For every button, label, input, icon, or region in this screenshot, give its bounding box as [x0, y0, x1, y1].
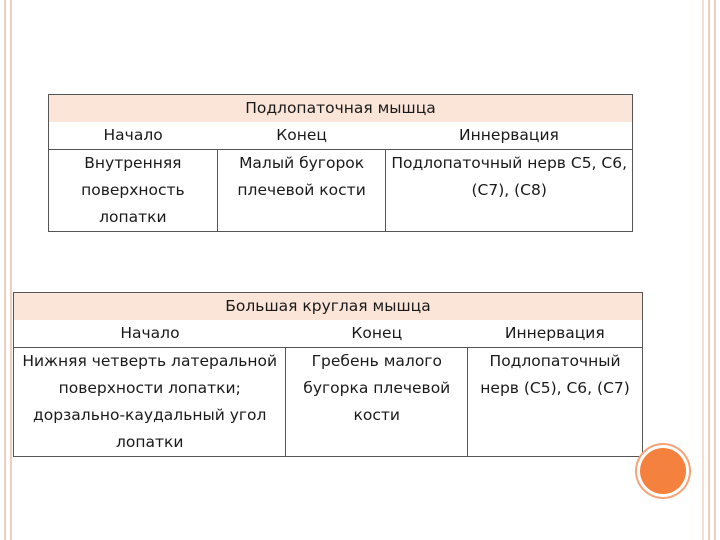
cell-origin: Внутренняя поверхность лопатки — [49, 150, 218, 232]
header-insertion: Конец — [286, 320, 468, 348]
header-innervation: Иннервация — [386, 122, 633, 150]
frame-line-left-inner — [10, 0, 12, 540]
frame-line-right-middle — [708, 0, 710, 540]
header-origin: Начало — [14, 320, 286, 348]
cell-insertion: Гребень малого бугорка плечевой кости — [286, 348, 468, 457]
cell-origin: Нижняя четверть латеральной поверхности лопатки; дорзально-каудальный угол лопатки — [14, 348, 286, 457]
cell-insertion: Малый бугорок плечевой кости — [217, 150, 386, 232]
table-title: Подлопаточная мышца — [49, 95, 633, 123]
cell-innervation: Подлопаточный нерв С5, С6, (С7), (С8) — [386, 150, 633, 232]
subscapularis-table — [48, 94, 633, 232]
header-innervation: Иннервация — [468, 320, 643, 348]
frame-line-right-outer — [714, 0, 716, 540]
header-insertion: Конец — [217, 122, 386, 150]
frame-line-right-inner — [702, 0, 704, 540]
cell-innervation: Подлопаточный нерв (С5), С6, (С7) — [468, 348, 643, 457]
frame-line-left-outer — [4, 0, 6, 540]
decorative-circle — [640, 448, 686, 494]
teres-major-table — [13, 292, 643, 457]
table-title: Большая круглая мышца — [14, 293, 643, 321]
header-origin: Начало — [49, 122, 218, 150]
